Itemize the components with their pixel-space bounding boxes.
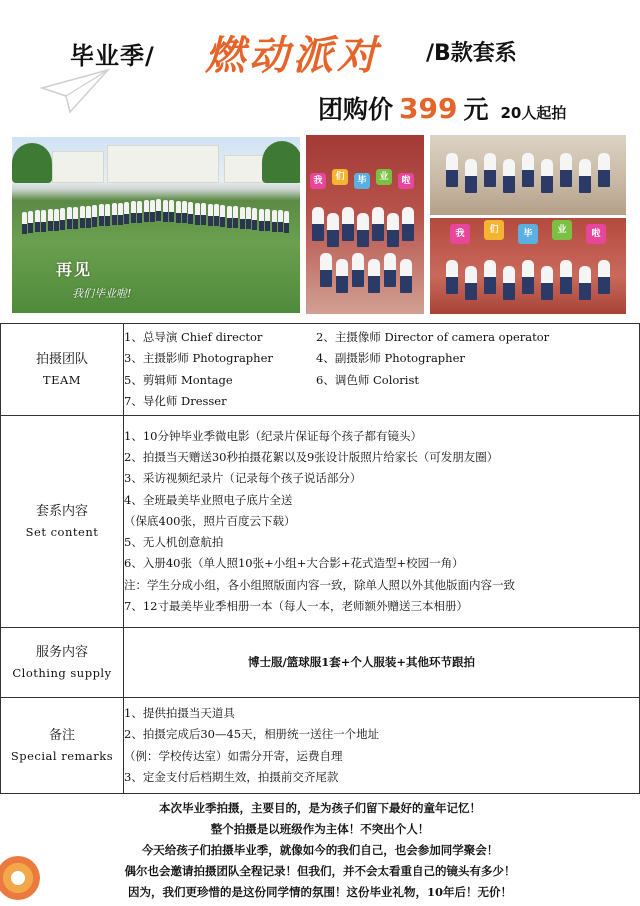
student-figure <box>402 207 414 241</box>
team-item: 3、主摄影师 Photographer <box>124 351 273 366</box>
student-figure <box>368 259 380 293</box>
student-figure <box>384 253 396 287</box>
student-figure <box>522 153 534 187</box>
team-item: 6、调色师 Colorist <box>316 372 419 387</box>
student-figure <box>163 200 168 222</box>
clothing-label-cell <box>1 628 124 698</box>
student-figure <box>176 201 181 223</box>
student-figure <box>156 199 161 221</box>
student-figure <box>137 201 142 223</box>
letter-sign: 们 <box>332 169 348 185</box>
content-item: 6、入册40张（单人照10张+小组+大合影+花式造型+校园一角） <box>124 556 464 571</box>
student-figure <box>195 203 200 225</box>
remarks-item: 2、拍摄完成后30—45天，相册统一送往一个地址 <box>124 727 380 742</box>
student-figure <box>60 208 65 230</box>
student-figure <box>48 209 53 231</box>
student-figure <box>28 211 33 233</box>
content-item: 3、采访视频纪录片（记录每个孩子说话部分） <box>124 471 362 486</box>
student-figure <box>598 153 610 187</box>
student-figure <box>560 260 572 294</box>
student-figure <box>541 159 553 193</box>
letter-sign: 我 <box>310 173 326 189</box>
letter-sign: 们 <box>484 220 504 240</box>
team-item: 5、剪辑师 Montage <box>124 372 233 387</box>
student-figure <box>118 203 123 225</box>
clothing-label-zh: 服务内容 <box>35 644 88 660</box>
student-figure <box>484 153 496 187</box>
building-shape <box>107 145 219 183</box>
student-figure <box>54 209 59 231</box>
student-figure <box>400 259 412 293</box>
student-figure <box>387 213 399 247</box>
team-item: 1、总导演 Chief director <box>124 329 263 344</box>
student-figure <box>22 212 27 234</box>
student-figure <box>465 159 477 193</box>
team-list <box>124 327 639 412</box>
photo-caption: 再见 <box>56 260 93 279</box>
team-item: 2、主摄像师 Director of camera operator <box>316 329 550 344</box>
student-figure <box>214 204 219 226</box>
letter-sign: 啦 <box>586 224 606 244</box>
title-suffix: /B款套系 <box>426 41 517 66</box>
student-figure <box>522 260 534 294</box>
team-content-cell <box>124 324 640 416</box>
package-table <box>0 323 640 794</box>
content-item: 1、10分钟毕业季微电影（纪录片保证每个孩子都有镜头） <box>124 428 422 443</box>
photo-signs-row <box>430 218 626 314</box>
closing-line: 偶尔也会邀请拍摄团队全程记录！但我们，并不会太看重自己的镜头有多少！ <box>124 864 516 878</box>
student-figure <box>99 204 104 226</box>
student-figure <box>357 213 369 247</box>
student-figure <box>246 207 251 229</box>
student-figure <box>67 207 72 229</box>
letter-sign: 啦 <box>398 173 414 189</box>
student-figure <box>312 207 324 241</box>
student-figure <box>503 159 515 193</box>
student-figure <box>352 253 364 287</box>
clothing-label-en: Clothing supply <box>12 665 112 680</box>
price-unit: 元 <box>463 95 489 124</box>
content-label-cell <box>1 416 124 628</box>
photo-subcaption: 我们毕业啦! <box>72 287 132 300</box>
building-shape <box>52 151 104 183</box>
student-figure <box>233 206 238 228</box>
student-figure <box>503 266 515 300</box>
student-figure <box>201 203 206 225</box>
team-label-cell <box>1 324 124 416</box>
student-figure <box>252 208 257 230</box>
student-figure <box>105 204 110 226</box>
content-label-zh: 套系内容 <box>35 503 88 519</box>
team-label-en: TEAM <box>42 372 82 387</box>
student-figure <box>465 266 477 300</box>
remarks-label-zh: 备注 <box>48 727 75 743</box>
student-figure <box>327 213 339 247</box>
student-figure <box>208 204 213 226</box>
team-item: 4、副摄影师 Photographer <box>316 351 465 366</box>
team-row <box>1 324 640 416</box>
student-figure <box>284 211 289 233</box>
student-figure <box>579 159 591 193</box>
student-figure <box>41 210 46 232</box>
student-figure <box>560 153 572 187</box>
student-figure <box>342 207 354 241</box>
content-item: 5、无人机创意航拍 <box>124 535 224 550</box>
student-figure <box>541 266 553 300</box>
student-figure <box>265 209 270 231</box>
letter-sign: 我 <box>450 224 470 244</box>
remarks-label-cell <box>1 698 124 794</box>
student-figure <box>86 206 91 228</box>
team-item: 7、导化师 Dresser <box>124 393 227 408</box>
content-item: 4、全班最美毕业照电子底片全送 <box>124 492 293 507</box>
closing-line: 今天给孩子们拍摄毕业季，就像如今的我们自己，也会参加同学聚会！ <box>141 843 499 857</box>
photo-group-pose <box>430 135 626 215</box>
student-figure <box>124 202 129 224</box>
student-figure <box>227 206 232 228</box>
tree-shape <box>12 143 52 183</box>
content-item: 7、12寸最美毕业季相册一本（每人一本，老师额外赠送三本相册） <box>124 599 468 614</box>
content-item: （保底400张，照片百度云下载） <box>124 513 296 528</box>
student-figure <box>220 205 225 227</box>
remarks-row <box>1 698 640 794</box>
letter-sign: 业 <box>552 220 572 240</box>
student-figure <box>92 205 97 227</box>
student-figure <box>112 203 117 225</box>
main-title: 燃动派对 <box>205 32 381 79</box>
student-figure <box>272 210 277 232</box>
remarks-item: （例：学校传达室）如需分开寄，运费自理 <box>124 748 343 763</box>
clothing-text: 博士服/篮球服1套+个人服装+其他环节跟拍 <box>124 628 640 698</box>
student-figure <box>259 209 264 231</box>
student-figure <box>188 202 193 224</box>
remarks-content-cell <box>124 698 640 794</box>
remarks-label-en: Special remarks <box>10 748 114 763</box>
paper-plane-icon <box>40 66 110 116</box>
letter-sign: 毕 <box>518 224 538 244</box>
content-row <box>1 416 640 628</box>
student-figure <box>80 206 85 228</box>
letter-sign: 业 <box>376 169 392 185</box>
student-figure <box>579 266 591 300</box>
price-note: 20人起拍 <box>500 104 567 122</box>
closing-line: 本次毕业季拍摄，主要目的，是为孩子们留下最好的童年记忆！ <box>159 801 481 815</box>
team-label-zh: 拍摄团队 <box>35 351 88 367</box>
content-item: 2、拍摄当天赠送30秒拍摄花絮以及9张设计版照片给家长（可发朋友圈） <box>124 449 499 464</box>
remarks-item: 3、定金支付后档期生效，拍摄前交齐尾款 <box>124 769 339 784</box>
content-content-cell <box>124 416 640 628</box>
student-figure <box>336 259 348 293</box>
price-row <box>318 90 566 130</box>
letter-sign: 毕 <box>354 173 370 189</box>
content-label-en: Set content <box>25 524 99 539</box>
price-label: 团购价 <box>318 95 394 124</box>
student-figure <box>169 200 174 222</box>
student-figure <box>73 207 78 229</box>
photo-campus-group <box>12 137 300 313</box>
tree-shape <box>262 141 300 183</box>
student-figure <box>372 207 384 241</box>
photo-stairs-signs <box>306 135 424 314</box>
student-figure <box>598 260 610 294</box>
student-figure <box>446 153 458 187</box>
student-figure <box>150 200 155 222</box>
price-amount: 399 <box>399 92 458 125</box>
student-figure <box>240 207 245 229</box>
title-prefix: 毕业季/ <box>70 42 155 70</box>
student-figure <box>484 260 496 294</box>
content-note: 注：学生分成小组，各小组照版面内容一致，除单人照以外其他版面内容一致 <box>124 577 515 592</box>
closing-line: 整个拍摄是以班级作为主体！不突出个人！ <box>210 822 430 836</box>
remarks-item: 1、提供拍摄当天道具 <box>124 705 235 720</box>
clothing-row <box>1 628 640 698</box>
closing-message <box>0 798 640 903</box>
closing-line: 因为，我们更珍惜的是这份同学情的氛围！这份毕业礼物，10年后！无价！ <box>128 885 512 899</box>
student-figure <box>182 201 187 223</box>
student-figure <box>320 253 332 287</box>
student-figure <box>35 210 40 232</box>
student-figure <box>446 260 458 294</box>
student-figure <box>278 210 283 232</box>
student-figure <box>144 200 149 222</box>
student-figure <box>131 201 136 223</box>
